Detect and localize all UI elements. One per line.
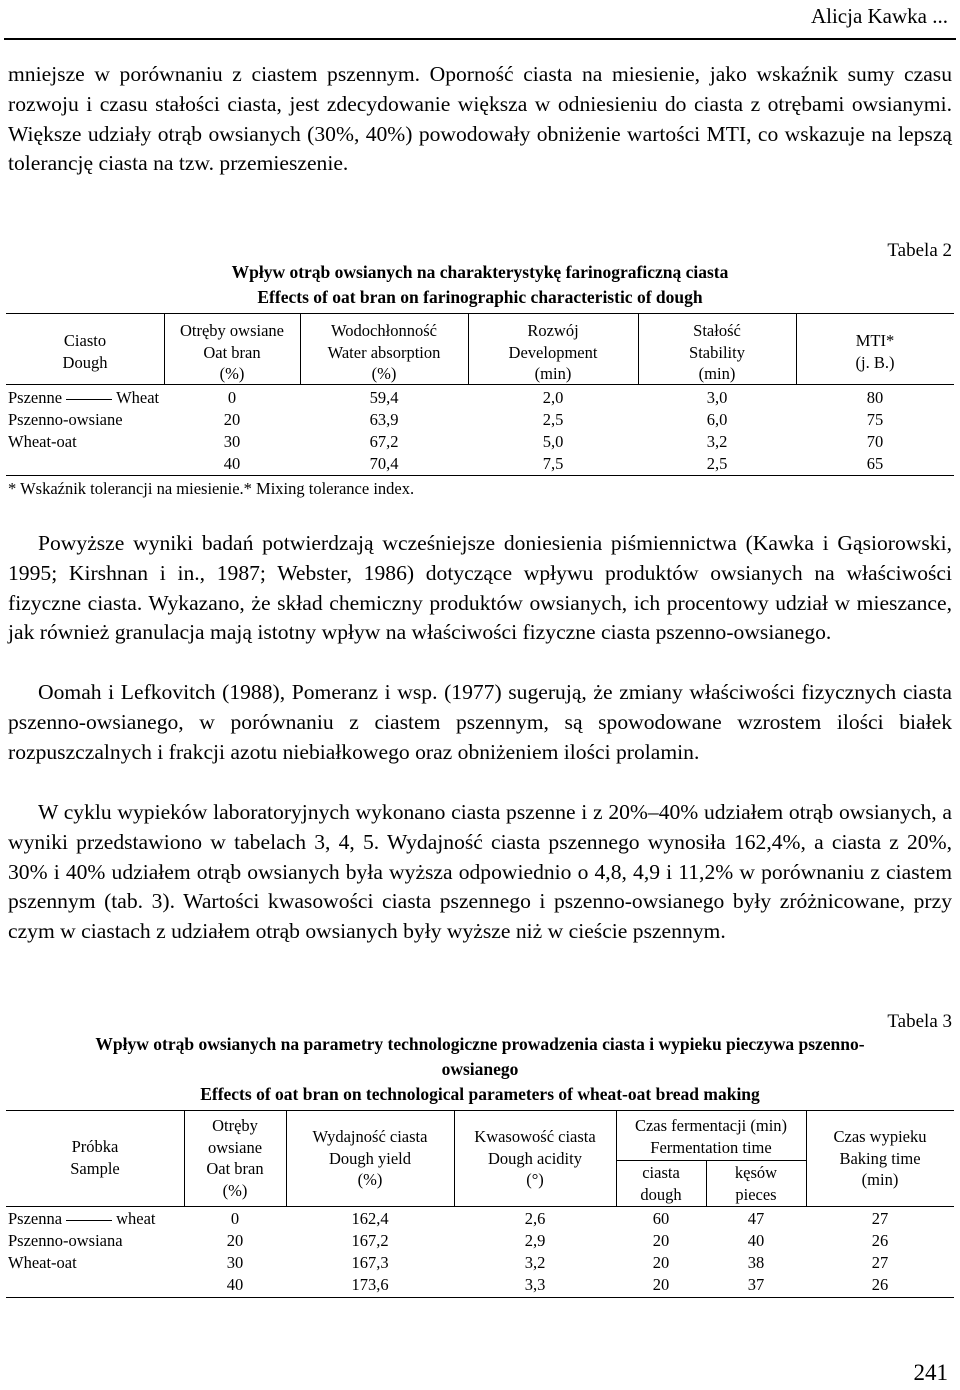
body-paragraph-3: W cyklu wypieków laboratoryjnych wykonano ciasta pszenne i z 20%–40% udziałem otrąb owsianych, a wyniki przedstawiono w tabelach 3, 4, 5. Wydajność ciasta pszennego wynosiła 162,4%, a ciasta z 20%, 30% i 40% udziałem otrąb owsianych była wyższa odpowiednio o 4,8, 4,9 i 11,2% w porównaniu z ciastem pszennym (tab. 3). Wartości kwasowości ciasta pszennego i pszenno-owsianego były zróżnicowane, przy czym w ciastach z udziałem otrąb owsianych były wyższe niż w cieście pszennym. (8, 800, 952, 944)
cell: 20 (226, 1231, 244, 1250)
cell: 67,2 (369, 432, 399, 451)
row-label: Wheat-oat (8, 1253, 77, 1272)
table-3-header-rule (6, 1206, 954, 1207)
cell: 167,3 (351, 1253, 389, 1272)
col-header-ferm-dough: ciasta dough (640, 1163, 682, 1204)
row-label: Pszenno-owsiane (8, 410, 123, 429)
cell: 5,0 (542, 432, 564, 451)
col-header-stability: Stałość Stability (min) (689, 321, 745, 383)
cell: 63,9 (369, 410, 399, 429)
header-rule (4, 38, 956, 40)
cell: 7,5 (542, 454, 564, 473)
cell: 173,6 (351, 1275, 389, 1294)
col-header-fermentation: Czas fermentacji (min) Fermentation time (634, 1116, 788, 1157)
row-label: Pszenno-owsiana (8, 1231, 123, 1250)
row-label: Pszenne Wheat (8, 388, 160, 407)
col-header-development: Rozwój Development (min) (508, 321, 598, 383)
col-header-ferm-pieces: kęsów pieces (734, 1163, 778, 1204)
col-header-dough: Ciasto Dough (62, 331, 108, 372)
col-header-baking: Czas wypieku Baking time (min) (833, 1127, 927, 1189)
cell: 20 (652, 1231, 670, 1250)
em-dash-rule (66, 1220, 112, 1221)
cell: 0 (230, 1209, 240, 1228)
em-dash-rule (66, 399, 112, 400)
cell: 38 (747, 1253, 765, 1272)
cell: 70,4 (369, 454, 399, 473)
cell: 2,9 (524, 1231, 546, 1250)
cell: 2,0 (542, 388, 564, 407)
col-header-yield: Wydajność ciasta Dough yield (%) (312, 1127, 428, 1189)
cell: 2,6 (524, 1209, 546, 1228)
table-2-label: Tabela 2 (887, 240, 952, 261)
cell: 167,2 (351, 1231, 389, 1250)
row-label: Pszenna wheat (8, 1209, 156, 1228)
table-2-footnote: * Wskaźnik tolerancji na miesienie.* Mixing tolerance index. (8, 479, 415, 498)
cell: 75 (866, 410, 884, 429)
cell: 3,0 (706, 388, 728, 407)
cell: 0 (227, 388, 237, 407)
row-label: Wheat-oat (8, 432, 77, 451)
cell: 30 (223, 432, 241, 451)
cell: 40 (747, 1231, 765, 1250)
cell: 3,2 (706, 432, 728, 451)
table-2-top-rule (6, 313, 954, 314)
col-header-acidity: Kwasowość ciasta Dough acidity (°) (474, 1127, 596, 1189)
table-3-title-pl-line2: owsianego (441, 1059, 519, 1079)
cell: 2,5 (542, 410, 564, 429)
cell: 70 (866, 432, 884, 451)
table-3-top-rule (6, 1110, 954, 1111)
cell: 20 (223, 410, 241, 429)
cell: 40 (223, 454, 241, 473)
cell: 37 (747, 1275, 765, 1294)
cell: 65 (866, 454, 884, 473)
cell: 27 (871, 1253, 889, 1272)
table-3-title-en: Effects of oat bran on technological parameters of wheat-oat bread making (200, 1084, 760, 1104)
body-paragraph-1: Powyższe wyniki badań potwierdzają wcześniejsze doniesienia piśmiennictwa (Kawka i Gąsiorowski, 1995; Kirshnan i in., 1987; Webster, 1986) dotyczące wpływu produktów owsianych na właściwości fizyczne ciasta. Wykazano, że skład chemiczny produktów owsianych, ich procentowy udział w mieszance, jak również granulacja mają istotny wpływ na właściwości fizyczne ciasta pszenno-owsianego. (8, 531, 952, 645)
cell: 26 (871, 1231, 889, 1250)
table-2-bottom-rule (6, 475, 954, 476)
body-paragraph-2: Oomah i Lefkovitch (1988), Pomeranz i wsp. (1977) sugerują, że zmiany właściwości fizycznych ciasta pszenno-owsianego, w porównaniu z ciastem pszennym, są spowodowane wzrostem ilości białek rozpuszczalnych i frakcji azotu niebiałkowego oraz obniżeniem ilości prolamin. (8, 680, 952, 764)
cell: 80 (866, 388, 884, 407)
running-head: Alicja Kawka ... (810, 4, 948, 28)
intro-paragraph: mniejsze w porównaniu z ciastem pszennym. Oporność ciasta na miesienie, jako wskaźnik sumy czasu rozwoju i czasu stałości ciasta, jest zdecydowanie większa w odniesieniu do ciasta z otrębami owsianymi. Większe udziały otrąb owsianych (30%, 40%) powodowały obniżenie wartości MTI, co wskazuje na lepszą tolerancję ciasta na tzw. przemieszenie. (8, 62, 952, 176)
cell: 59,4 (369, 388, 399, 407)
cell: 26 (871, 1275, 889, 1294)
table-3-bottom-rule (6, 1297, 954, 1298)
table-3-subheader-rule (616, 1160, 806, 1161)
col-header-mti: MTI* (j. B.) (855, 331, 895, 372)
cell: 60 (652, 1209, 670, 1228)
col-header-water: Wodochłonność Water absorption (%) (327, 321, 441, 383)
cell: 6,0 (706, 410, 728, 429)
col-header-sample: Próbka Sample (70, 1137, 120, 1178)
col-header-bran: Otręby owsiane Oat bran (%) (179, 321, 284, 383)
col-header-bran: Otręby owsiane Oat bran (%) (206, 1116, 264, 1200)
table-3-title-pl-line1: Wpływ otrąb owsianych na parametry technologiczne prowadzenia ciasta i wypieku pieczywa pszenno- (95, 1034, 865, 1054)
table-3-label: Tabela 3 (887, 1011, 952, 1032)
cell: 27 (871, 1209, 889, 1228)
cell: 2,5 (706, 454, 728, 473)
cell: 20 (652, 1275, 670, 1294)
cell: 40 (226, 1275, 244, 1294)
cell: 20 (652, 1253, 670, 1272)
cell: 30 (226, 1253, 244, 1272)
cell: 162,4 (351, 1209, 389, 1228)
page-number: 241 (913, 1360, 948, 1385)
cell: 47 (747, 1209, 765, 1228)
cell: 3,3 (524, 1275, 546, 1294)
table-2-title-pl: Wpływ otrąb owsianych na charakterystykę farinograficzną ciasta (231, 262, 729, 282)
table-2-title-en: Effects of oat bran on farinographic characteristic of dough (257, 287, 703, 307)
cell: 3,2 (524, 1253, 546, 1272)
